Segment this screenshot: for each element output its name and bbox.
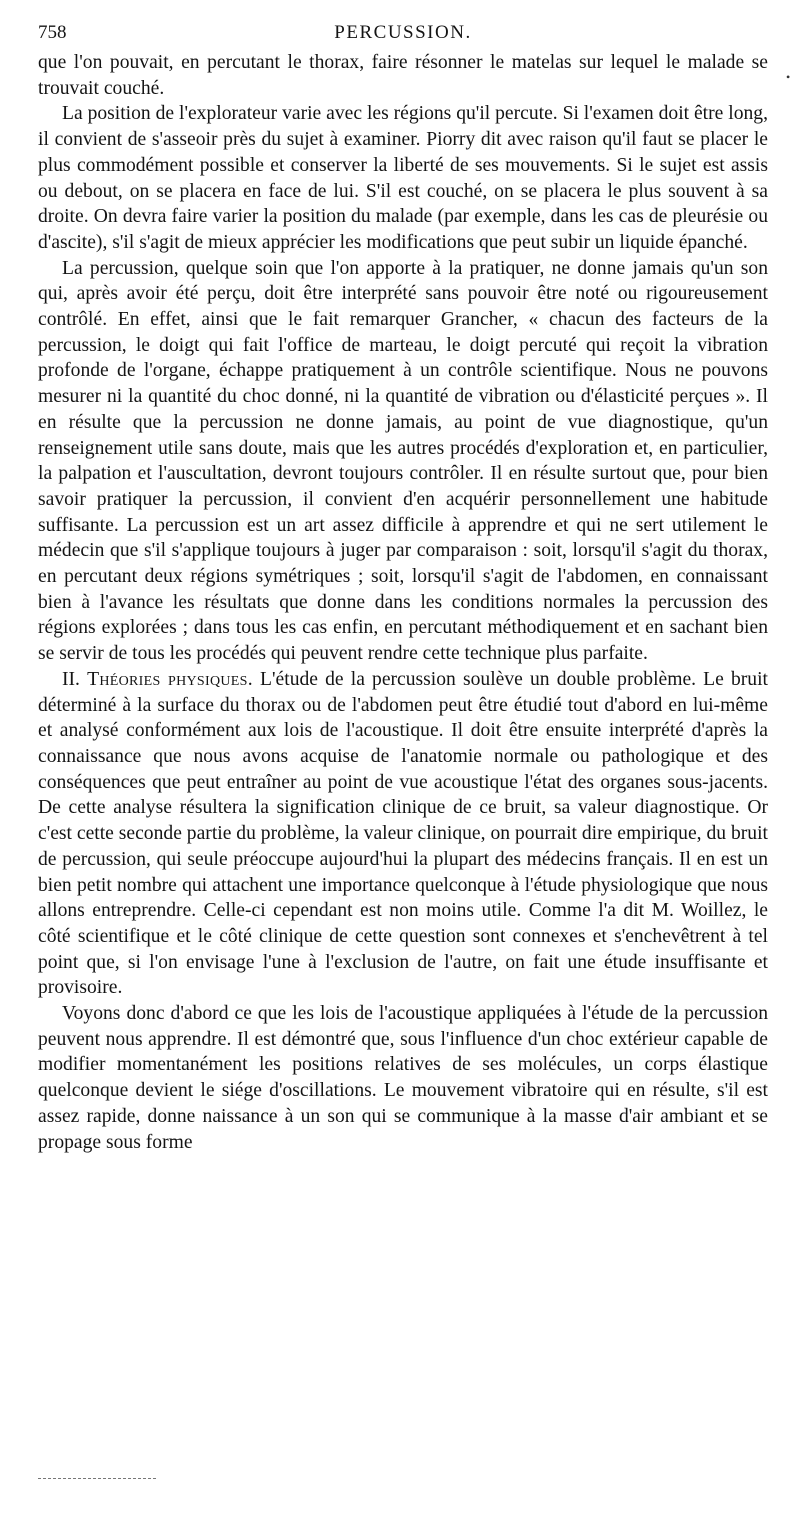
section-number: II. <box>62 668 88 690</box>
paragraph-physical-theories <box>38 667 768 1001</box>
page-number: 758 <box>38 22 67 43</box>
running-head: PERCUSSION. <box>334 22 472 43</box>
footer-rule <box>38 1478 156 1479</box>
paragraph-explorer-position: La position de l'explorateur varie avec les régions qu'il percute. Si l'examen doit être long, il convient de s'asseoir près du sujet à examiner. Piorry dit avec raison qu'il faut se placer le plus commodément possible et conserver la liberté de ses mouvements. Si le sujet est assis ou debout, on se placera en face de lui. S'il est couché, on se placera le plus souvent à sa droite. On devra faire varier la position du malade (par exemple, dans les cas de pleurésie ou d'ascite), s'il s'agit de mieux apprécier les modifications que peut subir un liquide épanché. <box>38 103 768 253</box>
paragraph-percussion-limits: La percussion, quelque soin que l'on apporte à la pratiquer, ne donne jamais qu'un son qui, après avoir été perçu, doit être interprété sans pouvoir être noté ou rigoureusement contrôlé. En effet, ainsi que le fait remarquer Grancher, « chacun des facteurs de la percussion, le doigt qui fait l'office de marteau, le doigt percuté qui reçoit la vibration profonde de l'organe, échappe pratiquement à un contrôle scientifique. Nous ne pouvons mesurer ni la quantité du choc donné, ni la quantité de vibration ou d'élasticité perçues ». Il en résulte que la percussion ne donne jamais, au point de vue diagnostique, qu'un renseignement utile sans doute, mais que les autres procédés d'exploration et, en particulier, la palpation et l'auscultation, devront toujours contrôler. Il en résulte surtout que, pour bien savoir pratiquer la percussion, il convient d'en acquérir personnellement une habitude suffisante. La percussion est un art assez difficile à apprendre et qui ne sert utilement le médecin que s'il s'applique toujours à juger par comparaison : soit, lorsqu'il s'agit du thorax, en percutant deux régions symétriques ; soit, lorsqu'il s'agit de l'abdomen, en connaissant bien à l'avance les résultats que donne dans les conditions normales la percussion des régions explorées ; dans tous les cas enfin, en percutant méthodiquement et en sachant bien se servir de tous les procédés qui peuvent rendre cette technique plus parfaite. <box>38 257 768 665</box>
paragraph-continued: que l'on pouvait, en percutant le thorax, faire résonner le matelas sur lequel le malade se trouvait couché. <box>38 52 768 99</box>
section-body: L'étude de la percussion soulève un double problème. Le bruit déterminé à la surface du thorax ou de l'abdomen peut être étudié tout d'abord en lui-même et analysé conformément aux lois de l'acoustique. Il doit être ensuite interprété d'après la connaissance que nous avons acquise de l'anatomie normale ou pathologique et des conséquences que peut entraîner au point de vue acoustique l'état des organes sous-jacents. De cette analyse résultera la signification clinique de ce bruit, sa valeur diagnostique. Or c'est cette seconde partie du problème, la valeur clinique, on pourrait dire empirique, du bruit de percussion, qui seule préoccupe aujourd'hui la plupart des médecins français. Il en est un bien petit nombre qui attachent une importance quelconque à l'étude physiologique que nous allons entreprendre. Celle-ci cependant est non moins utile. Comme l'a dit M. Woillez, le côté scientifique et le côté clinique de cette question sont connexes et s'enchevêtrent à tel point que, si l'on envisage l'une à l'exclusion de l'autre, on fait une étude insuffisante et provisoire. <box>38 668 768 999</box>
margin-dot: • <box>786 70 791 84</box>
section-heading: Théories physiques. <box>87 668 253 690</box>
page-header <box>38 18 768 50</box>
paragraph-acoustics: Voyons donc d'abord ce que les lois de l'acoustique appliquées à l'étude de la percussion peuvent nous apprendre. Il est démontré que, sous l'influence d'un choc extérieur capable de modifier momentanément les positions relatives de ses molécules, un corps élastique quelconque devient le siége d'oscillations. Le mouvement vibratoire qui en résulte, s'il est assez rapide, donne naissance à un son qui se communique à la masse d'air ambiant et se propage sous forme <box>38 1003 768 1153</box>
book-page <box>38 18 768 1155</box>
